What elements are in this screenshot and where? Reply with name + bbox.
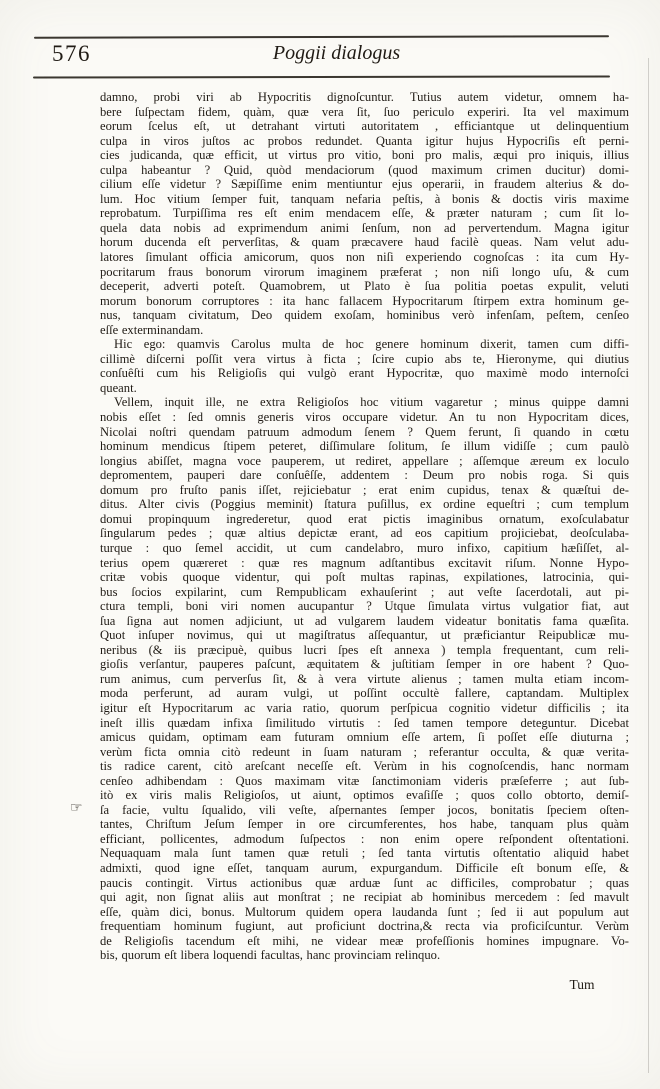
text-line: conſuêſti cum his Religioſis qui vulgò erant Hypocritæ, quo maximè modo internoſci: [100, 366, 629, 381]
text-line: eorum ſcelus eſt, ut detrahant virtuti autoritatem , efficiantque ut delinquentium: [100, 119, 629, 134]
text-line: tis radice carent, citò areſcant neceſſe eſt. Verùm in his cognoſcendis, hanc normam: [100, 759, 629, 774]
text-line: paucis contingit. Virtus actionibus quæ arduæ ſunt ac difficiles, comprobatur ; quas: [100, 875, 629, 890]
text-line: damno, probi viri ab Hypocritis dignoſcuntur. Tutius autem videtur, omnem ha-: [100, 90, 629, 104]
text-line: deceperit, adverti poteſt. Quamobrem, ut Plato è ſua politia poetas expulit, veluti: [100, 279, 629, 294]
text-line: cenſeo adhibendam : Quos maximam vitæ ſanctimoniam videris præſeferre ; aut ſub-: [100, 773, 629, 788]
catchword: Tum: [569, 977, 595, 992]
text-line: ditus. Alter civis (Poggius meminit) ſtatura puſillus, ex ordine equeſtri ; cum templum: [100, 497, 629, 512]
text-line: gioſis verſantur, pauperes paſcunt, æquitatem & juſtitiam ſemper in ore habent ? Quo-: [100, 657, 629, 672]
page-number: 576: [52, 41, 91, 66]
text-line: longius abiſſet, magna voce pauperem, ut rediret, appellare ; aſſemque æreum ex loculo: [100, 453, 629, 468]
text-line: reprobatum. Turpiſſima res eſt enim mendacem eſſe, & præter naturam ; cum ſit lo-: [100, 206, 629, 221]
text-line: eſſe exterminandam.: [100, 322, 204, 337]
text-line: nobis eſſet : ſed omnis generis viros occupare videtur. An tu non Hypocritam dices,: [100, 410, 629, 425]
running-title: Poggii dialogus: [272, 42, 401, 64]
text-line: morum bonorum corruptores : ita hanc fallacem Hypocritarum ſtirpem extra hominum ge-: [100, 293, 629, 308]
text-line: cilium eſſe videtur ? Sæpiſſime enim mentiuntur ejus operarii, in fraudem alterius & do-: [100, 177, 629, 192]
text-line: tantes, Chriſtum Jeſum ſemper in ore circumferentes, hos habe, tanquam plus quàm: [100, 817, 629, 832]
text-line: nus, tanquam civitatum, Deo quidem exoſam, hominibus verò infenſam, peſtem, cenſeo: [100, 308, 629, 323]
text-line: cies judicanda, quæ efficit, ut virtus pro vitio, boni pro malis, æqui pro iniquis, illius: [100, 148, 629, 163]
text-line: amicus quidam, optimam eam futuram omnium eſſe artem, ſi poſſet eſſe diuturna ;: [100, 730, 629, 745]
text-line: rum animus, cum perverſus ſit, & à vera virtute alienus ; tamen multa etiam incom-: [100, 671, 629, 686]
page-edge-line: [648, 58, 649, 1073]
text-line: domui propinquum ingrederetur, quod erat pictis imaginibus ornatum, exoſculabatur: [100, 511, 629, 526]
text-line: lum. Hoc vitium ſemper fuit, tanquam nefaria peſtis, à bonis & doctis viris maxime: [100, 191, 629, 206]
text-line: ſa facie, vultu ſqualido, vili veſte, aſpernantes ſemper jocos, bonitatis ſpeciem oſten-: [100, 802, 629, 817]
text-line: bus ſocios expilarint, cum Rempublicam exhauſerint ; aut veſte ſacerdotali, aut pi-: [100, 584, 629, 599]
text-line: de Religioſis tacendum eſt mihi, ne videar meæ profeſſionis homines impugnare. Vo-: [100, 933, 629, 948]
text-line: turque : quo ſemel accidit, ut cum candelabro, muro infixo, capitium hæſiſſet, al-: [100, 540, 629, 555]
text-line: efficiant, pollicentes, admodum ſuſpectos : non enim opere reſpondent oſtentationi.: [100, 831, 629, 846]
text-line: verùm ficta omnia citò redeunt in ſuam naturam ; referantur occulta, & quæ verita-: [100, 744, 629, 759]
text-line: frequentiam hominum fugiunt, aut proficiunt doctrina,& recta via proficiſcuntur. Verùm: [100, 919, 629, 934]
text-line: latores ſimulant officia amicorum, quos non niſi experiendo cognoſcas : ita cum Hy-: [100, 250, 629, 265]
text-line: Nicolai noſtri quendam patruum admodum ſenem ? Quem ferunt, ſi quando in cœtu: [100, 424, 629, 439]
text-line: itò ex viris malis Religioſos, ut aiunt, optimos evaſiſſe ; quos collo obtorto, demiſ-: [100, 788, 629, 803]
text-line: ctura templi, boni viri nomen aucupantur ? Utque ſimulata virtus vulgatior fiat, aut: [100, 599, 629, 614]
text-line: ſua ſigna aut nomen adjiciunt, ut ad vulgarem laudem videatur bonitatis fama quæſita.: [100, 613, 629, 628]
text-line: Quot inſuper novimus, qui ut magiſtratus aſſequantur, ut præficiantur Reipublicæ mu-: [100, 628, 629, 643]
text-line: Nequaquam mala ſunt tamen quæ retuli ; ſed tanta virtutis oſtentatio aliquid habet: [100, 846, 629, 861]
text-line: quela data nobis ad exprimendum animi ſenſum, non ad pervertendum. Magna igitur: [100, 220, 629, 235]
text-line: cillimè diſcerni poſſit vera virtus à ficta ; ſcire cupio abs te, Hieronyme, qui diutius: [100, 351, 629, 366]
text-line: qui agit, non ſignat aliis aut monſtrat ; ne recipiat ab hominibus mercedem : ſed mavult: [100, 890, 629, 905]
text-line: pocritarum fraus bonorum virorum imaginem præferat ; non niſi longo uſu, & cum: [100, 264, 629, 279]
text-line: admixti, quod igne eſſet, tanquam aurum, expurgandum. Difficile eſt bonum eſſe, &: [100, 860, 629, 875]
text-line: moda perferunt, ad auram vulgi, ut poſſint occultè fallere, captandam. Multiplex: [100, 686, 629, 701]
manicule-icon: ☞: [70, 800, 83, 816]
top-rule: [34, 35, 609, 39]
text-line: igitur eſt Hypocritarum ac varia ratio, quorum perſpicua cognitio videtur difficilis ; ita: [100, 700, 629, 715]
text-line: depromentem, pauperi dare conſuêſſe, addentem : Deum pro nobis roga. Si quis: [100, 468, 629, 483]
text-line: ſingularum pedes ; quæ altius depictæ erant, ad eos capitium projiciebat, deoſculaba-: [100, 526, 629, 541]
text-line: Hic ego: quamvis Carolus multa de hoc genere hominum dixerit, tamen cum diffi-: [114, 337, 629, 352]
text-line: terius opem quæreret : quæ res magnum adſtantibus excitavit riſum. Nonne Hypo-: [100, 555, 629, 570]
text-line: bere ſuſpectam fidem, quàm, quæ vera ſit, ſuo periculo experiri. Ita vel maximum: [100, 104, 629, 119]
text-line: culpa habeantur ? Quid, quòd mendaciorum (quod maximum crimen ducitur) domi-: [100, 162, 629, 177]
text-line: neribus (& iis præcipuè, quibus lucri ſpes eſt annexa ) templa frequentant, cum reli-: [100, 642, 629, 657]
text-line: ineſt illis quædam infixa ſimilitudo virtutis : ſed tamen tempore deteguntur. Dicebat: [100, 715, 629, 730]
header-rule: [33, 75, 610, 78]
text-line: hominum mendicus ſtipem peteret, diſſimulare ſolitum, ſe illum vidiſſe ; cum paulò: [100, 439, 629, 454]
text-line: Vellem, inquit ille, ne extra Religioſos hoc vitium vagaretur ; minus quippe damni: [114, 395, 629, 410]
text-line: culpa in viros juſtos ac probos redundet. Quanta igitur hujus Hypocriſis eſt perni-: [100, 133, 629, 148]
text-line: eſſe, quàm dici, bonus. Multorum quidem opera laudanda ſunt ; ſed ii aut populum aut: [100, 904, 629, 919]
text-line: bis, quorum eſt libera loquendi facultas, hanc provinciam relinquo.: [100, 948, 441, 963]
text-line: critæ vobis quoque videntur, qui poſt multas rapinas, expilationes, latrocinia, qui-: [100, 570, 629, 585]
text-line: queant.: [100, 380, 137, 395]
text-line: domum pro fruſto panis iſſet, rejiciebatur ; erat enim cupidus, tenax & quæſtui de-: [100, 482, 629, 497]
text-line: horum ducenda eſt perverſitas, & quam præcavere haud facilè queas. Nam velut adu-: [100, 235, 629, 250]
text-block: [100, 90, 629, 963]
